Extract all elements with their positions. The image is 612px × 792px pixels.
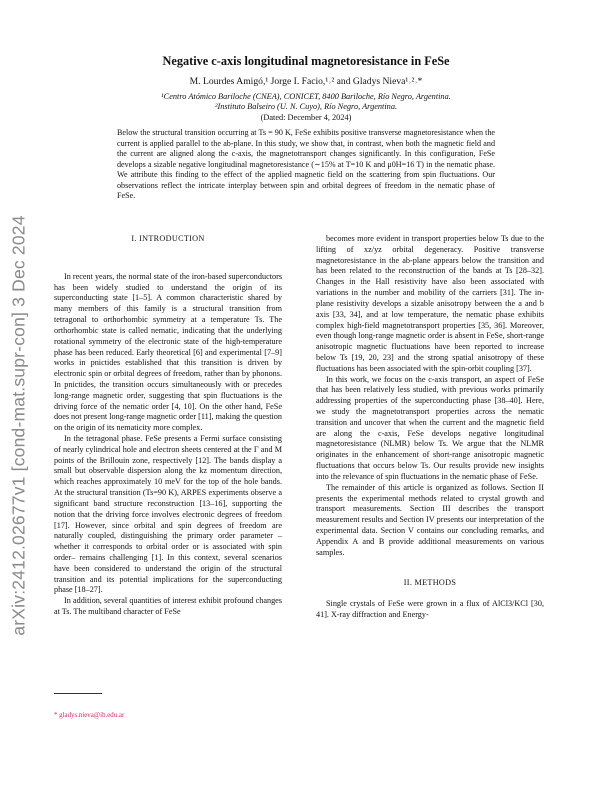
arxiv-identifier[interactable]: arXiv:2412.02677v1 [cond-mat.supr-con] 3 Dec 2024 bbox=[8, 214, 29, 636]
affiliation-1: ¹Centro Atómico Bariloche (CNEA), CONICET, 8400 Bariloche, Río Negro, Argentina. bbox=[161, 92, 451, 101]
methods-paragraph: Single crystals of FeSe were grown in a flux of AlCl3/KCl [30, 41]. X-ray diffraction and Energy- bbox=[316, 599, 544, 619]
email-link[interactable]: * gladys.nieva@ib.edu.ar bbox=[54, 712, 125, 719]
intro-paragraph-6: The remainder of this article is organized as follows. Section II presents the experimental methods related to crystal growth and transport measurements. Section III describes the transport measurement results and Section IV presents our interpretation of the experimental data. Section V contains our concluding remarks, and Appendix A and B provide additional measurements on various samples. bbox=[316, 482, 544, 557]
section-heading-introduction: I. INTRODUCTION bbox=[131, 234, 205, 243]
left-column bbox=[54, 234, 282, 618]
footnote-email[interactable] bbox=[54, 712, 124, 719]
intro-paragraph-4: becomes more evident in transport properties below Ts due to the lifting of xz/yz orbital degeneracy. Positive transverse magnetoresistance in the ab-plane appears below the transition and has been related to the reconstruction of the bands at Ts [28–32]. Changes in the Hall resistivity have also been associated with variations in the number and mobility of the carriers [31]. The in-plane resistivity develops a sizable anisotropy between the a and b axis [33, 34], and at low temperature, the nematic phase exhibits complex high-field magnetotransport properties [35, 36]. Moreover, even though long-range magnetic order is absent in FeSe, short-range anisotropic magnetic fluctuations have been reported to increase below Ts [19, 20, 23] and the strong spatial anisotropy of these fluctuations has been associated with the spin-orbit coupling [37]. bbox=[316, 234, 544, 373]
intro-paragraph-2: In the tetragonal phase. FeSe presents a Fermi surface consisting of nearly cylindrical hole and electron sheets centered at the Γ and M points of the Brillouin zone, respectively [12]. The bands display a small but observable dispersion along the kz momentum direction, which reaches approximately 10 meV for the top of the hole bands. At the structural transition (Ts=90 K), ARPES experiments observe a significant band structure reconstruction [13–16], supporting the notion that the driving force involves electronic degrees of freedom [17]. However, since orbital and spin degrees of freedom are naturally coupled, distinguishing the primary order parameter –whether it corresponds to orbital order or is associated with spin order– remains challenging [1]. In this context, several scenarios have been considered to understand the origin of the structural transition and its potential implications for the superconducting phase [18–27]. bbox=[54, 434, 282, 595]
author-list: M. Lourdes Amigó,¹ Jorge I. Facio,¹˒² and Gladys Nieva¹˒²˒* bbox=[189, 76, 423, 87]
paper-title: Negative c-axis longitudinal magnetoresistance in FeSe bbox=[162, 54, 450, 68]
footnote-rule bbox=[54, 693, 102, 694]
affiliation-2: ²Instituto Balseiro (U. N. Cuyo), Río Negro, Argentina. bbox=[214, 102, 398, 111]
right-column bbox=[316, 234, 544, 621]
intro-paragraph-3: In addition, several quantities of interest exhibit profound changes at Ts. The multiband character of FeSe bbox=[54, 596, 282, 616]
abstract: Below the structural transition occurring at Ts = 90 K, FeSe exhibits positive transverse magnetoresistance when the current is applied parallel to the ab-plane. In this study, we show that, in contrast, when both the magnetic field and the current are aligned along the c-axis, the magnetotransport changes significantly. In this configuration, FeSe develops a sizable negative longitudinal magnetoresistance (∼15% at T=10 K and μ0H=16 T) in the nematic phase. We attribute this finding to the effect of the applied magnetic field on the scattering from spin fluctuations. Our observations reflect the intricate interplay between spin and orbital degrees of freedom in the nematic phase of FeSe. bbox=[117, 128, 495, 200]
intro-paragraph-1: In recent years, the normal state of the iron-based superconductors has been widely studied to understand the origin of its superconducting state [1–5]. A common characteristic shared by many members of this family is a structural transition from tetragonal to orthorhombic symmetry at a temperature Ts. The orthorhombic state is called nematic, indicating that the underlying rotational symmetry of the electronic state of the high-temperature phase has been reduced. Early theoretical [6] and experimental [7–9] works in pnictides established that this transition is driven by electronic spin or orbital degrees of freedom, rather than by phonons. In pnictides, the transition occurs simultaneously with or precedes long-range magnetic order, suggesting that spin fluctuations is the driving force of the nematic order [4, 10]. On the other hand, FeSe does not present long-range magnetic order [11], making the question on the origin of its nematicity more complex. bbox=[54, 271, 282, 433]
intro-paragraph-5: In this work, we focus on the c-axis transport, an aspect of FeSe that has been relatively less studied, with previous works primarily addressing properties of the superconducting phase [38–40]. Here, we study the magnetotransport properties across the nematic transition and uncover that when the current and the magnetic field are along the c-axis, FeSe develops negative longitudinal magnetoresistance (NLMR) below Ts. We argue that the NLMR originates in the enhancement of short-range anisotropic magnetic fluctuations that occurs below Ts. Our results provide new insights into the relevance of spin fluctuations in the nematic phase of FeSe. bbox=[316, 374, 544, 481]
arxiv-side-label bbox=[4, 190, 34, 660]
section-heading-methods: II. METHODS bbox=[403, 578, 457, 588]
dated-line: (Dated: December 4, 2024) bbox=[260, 113, 352, 122]
